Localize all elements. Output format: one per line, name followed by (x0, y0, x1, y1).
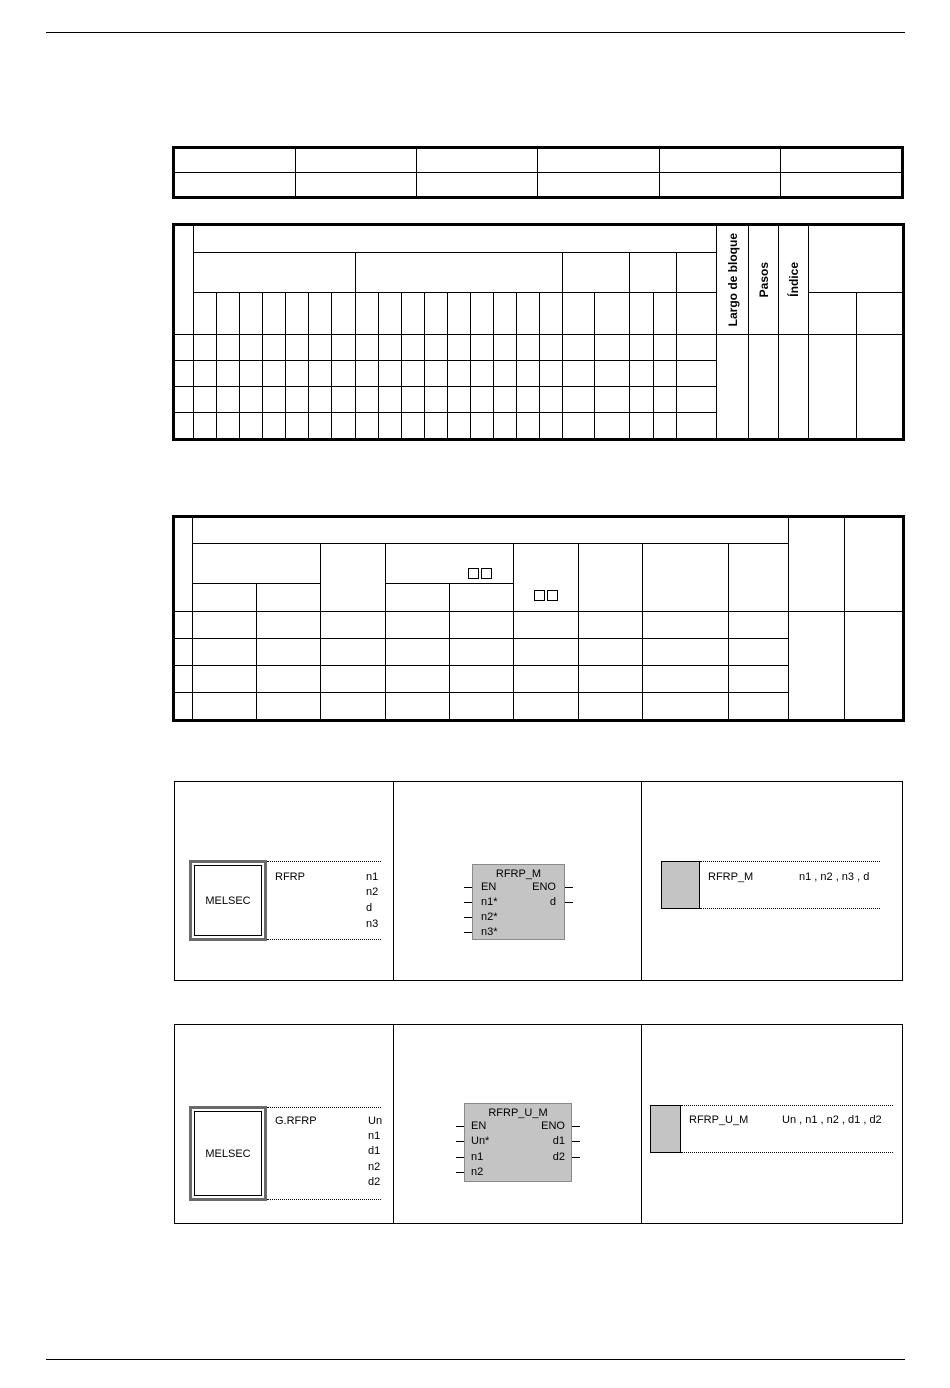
devices-table-cell (309, 334, 332, 360)
fb-eno: ENO (541, 1120, 565, 1132)
devices-table-2-cell (321, 544, 386, 612)
devices-table-cell (194, 226, 717, 253)
devices-table-2-cell (175, 612, 193, 639)
devices-table-cell (332, 412, 356, 438)
devices-table-2-cell (579, 612, 643, 639)
st-marker (661, 861, 700, 909)
devices-table-cell (425, 334, 448, 360)
devices-table-cell (540, 293, 563, 334)
devices-table-cell (654, 334, 677, 360)
devices-table-cell (402, 360, 425, 386)
ladder-operand: d1 (368, 1145, 381, 1157)
devices-table-cell (448, 360, 471, 386)
devices-table-2 (174, 517, 903, 720)
devices-table-cell (309, 386, 332, 412)
ladder-mnemonic: G.RFRP (275, 1115, 317, 1127)
devices-table-cell (240, 386, 263, 412)
devices-table-cell (517, 293, 540, 334)
devices-table-cell (595, 360, 630, 386)
devices-table-cell (379, 360, 402, 386)
placeholder-squares (467, 565, 493, 582)
function-block (472, 864, 565, 940)
ladder-operand: Un (368, 1115, 383, 1127)
devices-table-2-cell (386, 639, 450, 666)
devices-table-2-cell (643, 666, 729, 693)
devices-table-cell (563, 334, 595, 360)
fb-input: n2 (471, 1166, 484, 1178)
devices-table-cell (194, 412, 217, 438)
devices-table-2-cell (845, 612, 903, 720)
cpu-table-cell (659, 173, 780, 197)
devices-table-cell (471, 293, 494, 334)
devices-table-2-cell (193, 518, 789, 544)
ladder-operand: n2 (368, 1161, 381, 1173)
devices-table-2-cell (643, 612, 729, 639)
devices-table-2-cell (450, 584, 514, 612)
devices-table-cell (332, 334, 356, 360)
devices-table-2-cell (257, 693, 321, 720)
devices-table-2-cell (514, 693, 579, 720)
devices-table-cell (356, 412, 379, 438)
devices-table-cell (379, 412, 402, 438)
devices-table-cell (630, 253, 677, 293)
devices-table-cell (217, 293, 240, 334)
devices-table-cell (402, 334, 425, 360)
fb-output: d2 (552, 1151, 565, 1163)
devices-table-cell (494, 412, 517, 438)
melsec-label: MELSEC (194, 1111, 262, 1196)
devices-table-cell (286, 334, 309, 360)
fb-input: n3* (481, 926, 498, 938)
cpu-table (174, 148, 902, 197)
devices-table-cell (175, 412, 194, 438)
devices-table-2-cell (579, 666, 643, 693)
devices-table-2-cell (450, 693, 514, 720)
devices-table-cell (425, 293, 448, 334)
devices-table-cell (749, 226, 779, 335)
fb-en: EN (481, 881, 497, 893)
devices-table-cell (654, 293, 677, 334)
devices-table-cell (286, 293, 309, 334)
fb-title: RFRP_M (495, 868, 542, 880)
st-marker (650, 1105, 681, 1153)
devices-table-2-cell (386, 666, 450, 693)
fb-eno: ENO (532, 881, 556, 893)
devices-table-cell (379, 293, 402, 334)
devices-table-cell (540, 412, 563, 438)
devices-table-cell (194, 360, 217, 386)
devices-table-cell (471, 334, 494, 360)
cpu-table-cell (296, 173, 417, 197)
devices-table-cell (654, 386, 677, 412)
devices-table-cell (356, 293, 379, 334)
devices-table-2-cell (579, 639, 643, 666)
devices-table-cell (471, 386, 494, 412)
devices-table-cell (677, 412, 717, 438)
devices-table-2-cell (643, 693, 729, 720)
devices-table-2-cell (257, 612, 321, 639)
devices-table-2-cell (175, 518, 193, 612)
devices-table-2-cell (193, 693, 257, 720)
st-arguments: n1 , n2 , n3 , d (799, 871, 870, 883)
devices-table-cell (286, 412, 309, 438)
devices-table-cell (194, 253, 356, 293)
devices-table-2-cell (579, 544, 643, 612)
devices-table-2-cell (257, 639, 321, 666)
devices-table-cell (654, 412, 677, 438)
devices-table-cell (809, 226, 903, 293)
cpu-table-cell (175, 173, 296, 197)
devices-table-cell (677, 334, 717, 360)
devices-table-2-cell (729, 693, 789, 720)
ladder-operand: n1 (366, 871, 379, 883)
devices-table-cell (240, 412, 263, 438)
cpu-table-cell (538, 173, 659, 197)
fb-input: n1* (481, 896, 498, 908)
devices-table-cell (175, 334, 194, 360)
melsec-ladder-box (189, 860, 267, 941)
devices-table-2-cell (789, 612, 845, 720)
vertical-header: Pasos (756, 262, 771, 298)
devices-table-cell (379, 334, 402, 360)
devices-table (174, 225, 903, 439)
devices-table-2-cell (321, 612, 386, 639)
cpu-table-cell (780, 149, 901, 173)
devices-table-2-cell (193, 584, 257, 612)
devices-table-2-cell (514, 639, 579, 666)
ladder-operand: n2 (366, 886, 379, 898)
devices-table-cell (677, 386, 717, 412)
devices-table-cell (630, 386, 654, 412)
devices-table-cell (540, 386, 563, 412)
devices-table-2-cell (386, 544, 514, 584)
devices-table-cell (448, 412, 471, 438)
devices-table-cell (540, 360, 563, 386)
devices-table-cell (217, 412, 240, 438)
devices-table-cell (263, 412, 286, 438)
vertical-header: Largo de bloque (725, 233, 740, 327)
devices-table-cell (677, 253, 717, 293)
devices-table-2-cell (257, 584, 321, 612)
devices-table-2-cell (450, 612, 514, 639)
devices-table-cell (779, 334, 809, 439)
devices-table-cell (175, 360, 194, 386)
devices-table-cell (540, 334, 563, 360)
devices-table-cell (630, 360, 654, 386)
devices-table-2-cell (729, 639, 789, 666)
devices-table-2-cell (450, 666, 514, 693)
devices-table-cell (356, 334, 379, 360)
devices-table-cell (717, 226, 749, 335)
rfrp-programming-panel (174, 781, 903, 981)
devices-table-cell (263, 334, 286, 360)
devices-table-cell (263, 360, 286, 386)
devices-table-2-cell (193, 544, 321, 584)
fb-output: d (549, 896, 556, 908)
devices-table-cell (263, 293, 286, 334)
devices-table-cell (517, 386, 540, 412)
devices-table-cell (240, 293, 263, 334)
cpu-table-cell (659, 149, 780, 173)
fb-title: RFRP_U_M (488, 1107, 548, 1119)
devices-table-cell (356, 253, 563, 293)
devices-table-2-cell (193, 666, 257, 693)
devices-table-cell (356, 360, 379, 386)
devices-table-cell (309, 360, 332, 386)
devices-table-cell (779, 226, 809, 335)
devices-table-cell (402, 293, 425, 334)
devices-table-2-cell (729, 666, 789, 693)
devices-table-cell (194, 386, 217, 412)
devices-table-cell (630, 412, 654, 438)
devices-table-cell (595, 293, 630, 334)
ladder-operand: d2 (368, 1176, 381, 1188)
devices-table-cell (379, 386, 402, 412)
devices-table-2-cell (175, 639, 193, 666)
fb-output: d1 (552, 1135, 565, 1147)
devices-table-2-cell (386, 584, 450, 612)
fb-input: n2* (481, 911, 498, 923)
devices-table-cell (332, 360, 356, 386)
devices-table-cell (240, 360, 263, 386)
devices-table-cell (175, 386, 194, 412)
devices-table-cell (471, 412, 494, 438)
devices-table-2-cell (514, 612, 579, 639)
devices-table-cell (175, 226, 194, 335)
devices-table-2-cell (643, 639, 729, 666)
devices-table-2-cell (514, 544, 579, 612)
devices-table-cell (263, 386, 286, 412)
devices-table-cell (309, 293, 332, 334)
devices-table-cell (857, 293, 903, 334)
devices-table-2-cell (321, 693, 386, 720)
devices-table-cell (217, 334, 240, 360)
ladder-mnemonic: RFRP (275, 871, 305, 883)
devices-table-cell (425, 386, 448, 412)
st-function-name: RFRP_U_M (689, 1114, 749, 1126)
devices-table-cell (448, 386, 471, 412)
devices-table-cell (494, 334, 517, 360)
devices-table-cell (517, 334, 540, 360)
devices-table-cell (563, 293, 595, 334)
devices-table-2-cell (321, 639, 386, 666)
devices-table-2-cell (193, 639, 257, 666)
devices-table-cell (402, 412, 425, 438)
devices-table-cell (677, 293, 717, 334)
devices-table-cell (630, 334, 654, 360)
devices-table-cell (630, 293, 654, 334)
devices-table-cell (194, 293, 217, 334)
devices-table-cell (402, 386, 425, 412)
devices-table-cell (332, 386, 356, 412)
devices-table-2-cell (729, 544, 789, 612)
devices-table-cell (563, 253, 630, 293)
melsec-label: MELSEC (194, 865, 262, 936)
fb-input: n1 (471, 1151, 484, 1163)
header-rule (46, 32, 905, 33)
devices-table-2-cell (193, 612, 257, 639)
devices-table-cell (809, 334, 857, 439)
devices-table-cell (425, 412, 448, 438)
devices-table-cell (809, 293, 857, 334)
cpu-table-cell (417, 149, 538, 173)
devices-table-cell (654, 360, 677, 386)
devices-table-2-cell (175, 666, 193, 693)
devices-table-cell (448, 293, 471, 334)
devices-table-cell (857, 334, 903, 439)
melsec-ladder-box (189, 1106, 267, 1201)
devices-table-cell (563, 360, 595, 386)
devices-table-cell (517, 360, 540, 386)
placeholder-squares (533, 587, 559, 604)
devices-table-2-cell (789, 518, 845, 612)
ladder-operand: d (366, 902, 373, 914)
devices-table-2-cell (845, 518, 903, 612)
devices-table-2-cell (257, 666, 321, 693)
cpu-table-cell (780, 173, 901, 197)
devices-table-cell (286, 386, 309, 412)
devices-table-cell (471, 360, 494, 386)
devices-table-cell (194, 334, 217, 360)
devices-table-cell (217, 386, 240, 412)
devices-table-cell (332, 293, 356, 334)
devices-table-cell (595, 412, 630, 438)
devices-table-cell (677, 360, 717, 386)
devices-table-cell (563, 412, 595, 438)
ladder-operand: n1 (368, 1130, 381, 1142)
fb-input: Un* (471, 1135, 490, 1147)
devices-table-2-cell (579, 693, 643, 720)
cpu-table-cell (538, 149, 659, 173)
vertical-header: Índice (786, 262, 801, 298)
devices-table-cell (595, 334, 630, 360)
footer-rule (46, 1359, 905, 1360)
devices-table-2-cell (514, 666, 579, 693)
function-block (464, 1103, 572, 1182)
devices-table-cell (356, 386, 379, 412)
devices-table-cell (563, 386, 595, 412)
devices-table-cell (494, 360, 517, 386)
devices-table-2-cell (386, 693, 450, 720)
devices-table-cell (494, 293, 517, 334)
devices-table-2-cell (175, 693, 193, 720)
devices-table-cell (448, 334, 471, 360)
cpu-table-cell (296, 149, 417, 173)
fb-en: EN (471, 1120, 487, 1132)
devices-table-cell (517, 412, 540, 438)
devices-table-cell (717, 334, 749, 439)
st-arguments: Un , n1 , n2 , d1 , d2 (782, 1114, 882, 1126)
devices-table-cell (240, 334, 263, 360)
devices-table-2-cell (321, 666, 386, 693)
ladder-operand: n3 (366, 918, 379, 930)
devices-table-2-cell (386, 612, 450, 639)
devices-table-cell (309, 412, 332, 438)
devices-table-2-cell (450, 639, 514, 666)
grfrp-programming-panel (174, 1024, 903, 1224)
devices-table-2-cell (729, 612, 789, 639)
cpu-table-cell (417, 173, 538, 197)
st-function-name: RFRP_M (708, 871, 754, 883)
devices-table-cell (217, 360, 240, 386)
devices-table-cell (286, 360, 309, 386)
cpu-table-cell (175, 149, 296, 173)
devices-table-cell (595, 386, 630, 412)
devices-table-2-cell (643, 544, 729, 612)
devices-table-cell (425, 360, 448, 386)
devices-table-cell (749, 334, 779, 439)
devices-table-cell (494, 386, 517, 412)
